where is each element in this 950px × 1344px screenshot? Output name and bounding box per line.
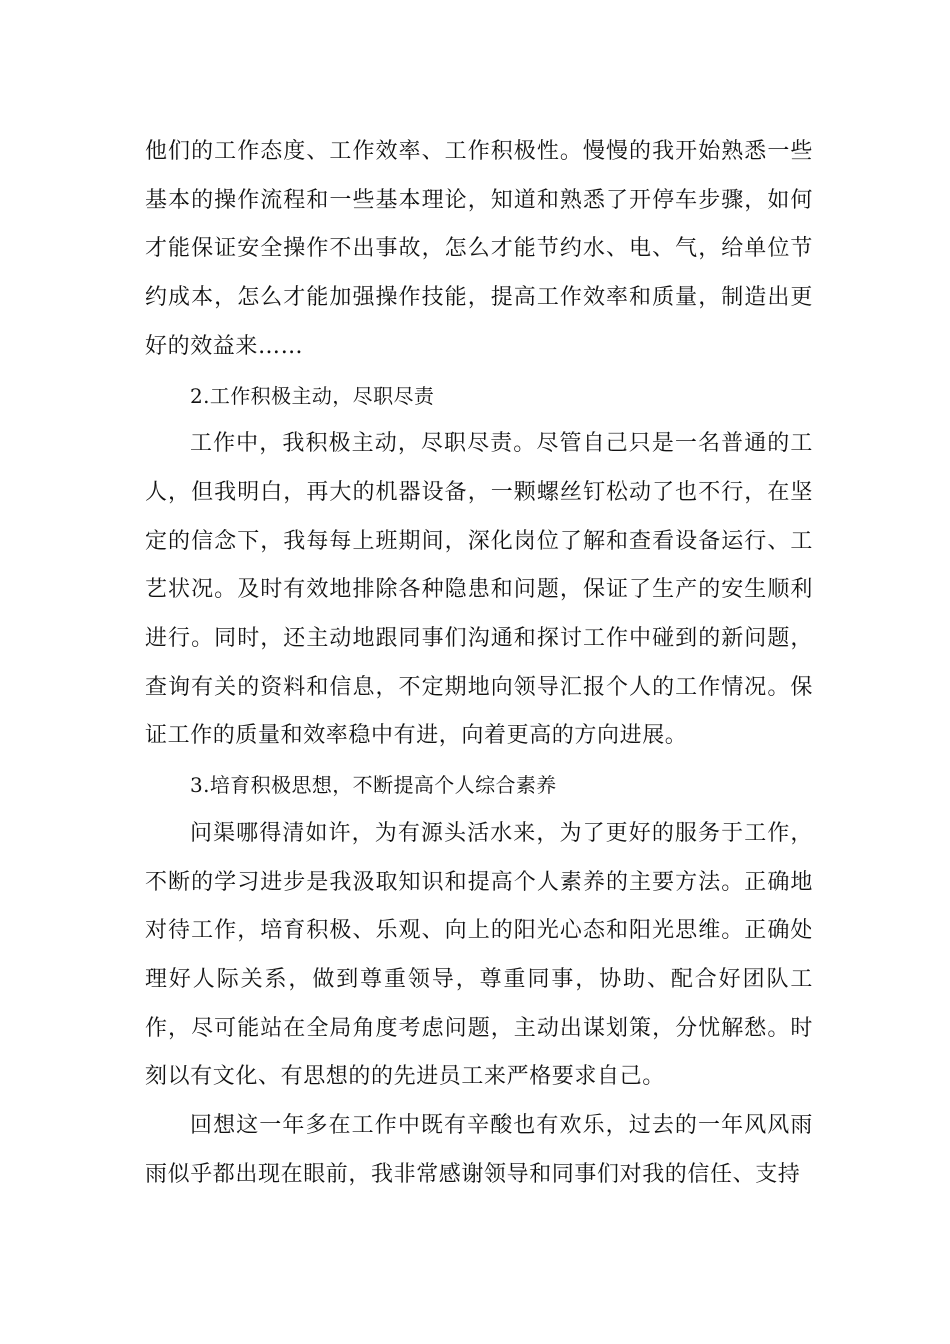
document-body xyxy=(145,128,813,1199)
section-heading-3: 3.培育积极思想，不断提高个人综合素养 xyxy=(190,773,557,798)
body-paragraph-1: 他们的工作态度、工作效率、工作积极性。慢慢的我开始熟悉一些基本的操作流程和一些基本理论，知道和熟悉了开停车步骤，如何才能保证安全操作不出事故，怎么才能节约水、电、气，给单位节约成本，怎么才能加强操作技能，提高工作效率和质量，制造出更好的效益来…… xyxy=(145,139,813,359)
body-paragraph-3: 问渠哪得清如许，为有源头活水来，为了更好的服务于工作，不断的学习进步是我汲取知识和提高个人素养的主要方法。正确地对待工作，培育积极、乐观、向上的阳光心态和阳光思维。正确处理好人际关系，做到尊重领导，尊重同事，协助、配合好团队工作，尽可能站在全局角度考虑问题，主动出谋划策，分忧解愁。时刻以有文化、有思想的的先进员工来严格要求自己。 xyxy=(145,820,813,1090)
section-heading-2: 2.工作积极主动，尽职尽责 xyxy=(190,383,435,408)
body-paragraph-4: 回想这一年多在工作中既有辛酸也有欢乐，过去的一年风风雨雨似乎都出现在眼前，我非常感谢领导和同事们对我的信任、支持 xyxy=(145,1113,813,1187)
body-paragraph-2: 工作中，我积极主动，尽职尽责。尽管自己只是一名普通的工人，但我明白，再大的机器设备，一颗螺丝钉松动了也不行，在坚定的信念下，我每每上班期间，深化岗位了解和查看设备运行、工艺状况。及时有效地排除各种隐患和问题，保证了生产的安生顺利进行。同时，还主动地跟同事们沟通和探讨工作中碰到的新问题，查询有关的资料和信息，不定期地向领导汇报个人的工作情况。保证工作的质量和效率稳中有进，向着更高的方向进展。 xyxy=(145,431,813,749)
